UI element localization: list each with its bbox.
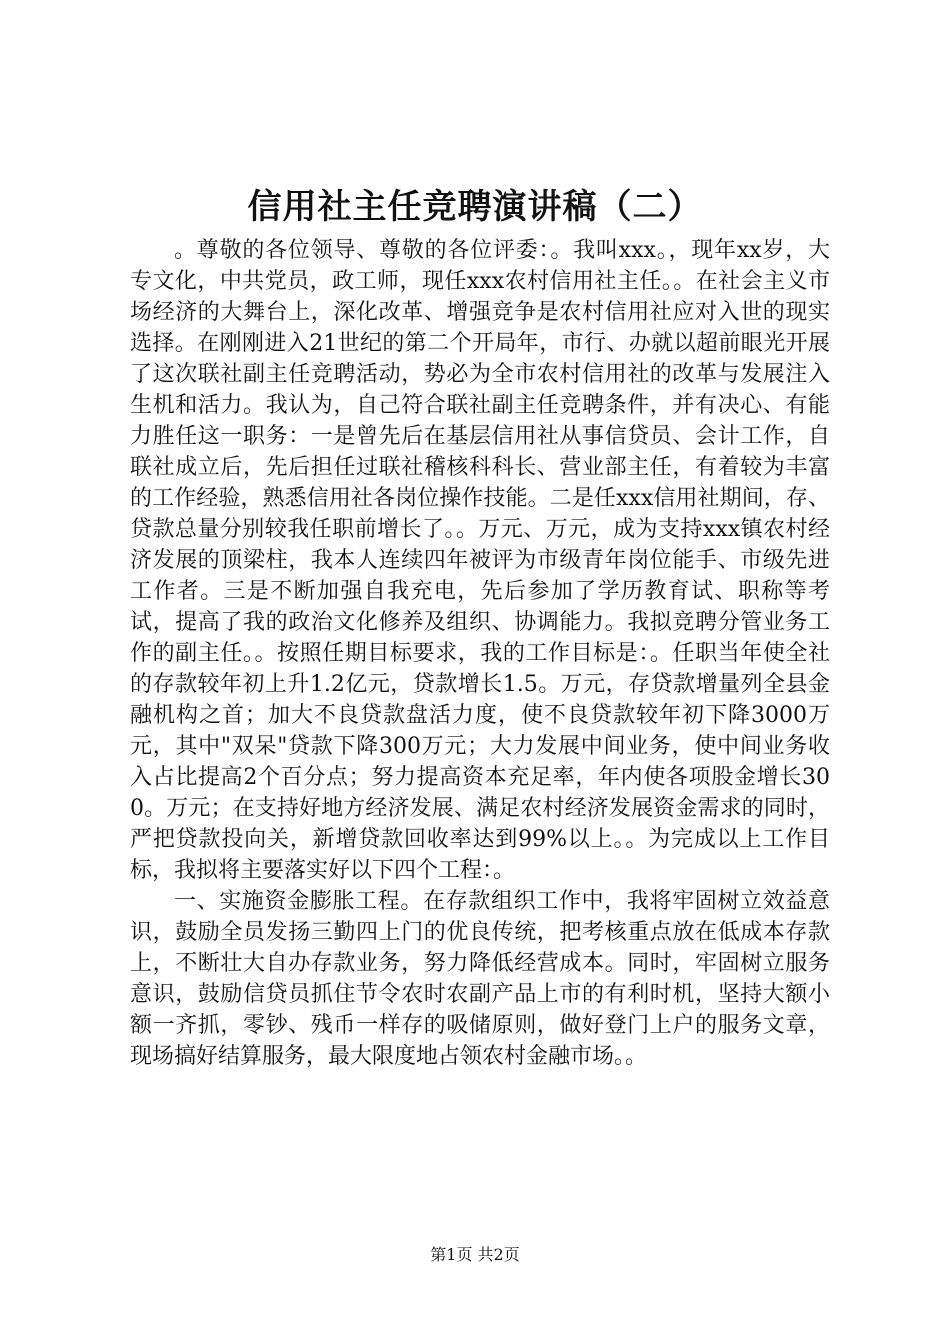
page-number-footer: 第1页 共2页 — [430, 1245, 520, 1264]
body-paragraph: 。尊敬的各位领导、尊敬的各位评委：。我叫xxx。，现年xx岁，大专文化，中共党员，政工师，现任xxx农村信用社主任。。在社会主义市场经济的大舞台上，深化改革、增强竞争是农村信用社应对入世的现实选择。在刚刚进入21世纪的第二个开局年，市行、办就以超前眼光开展了这次联社副主任竞聘活动，势必为全市农村信用社的改革与发展注入生机和活力。我认为，自己符合联社副主任竞聘条件，并有决心、有能力胜任这一职务：一是曾先后在基层信用社从事信贷员、会计工作，自联社成立后，先后担任过联社稽核科科长、营业部主任，有着较为丰富的工作经验，熟悉信用社各岗位操作技能。二是任xxx信用社期间，存、贷款总量分别较我任职前增长了。。万元、万元，成为支持xxx镇农村经济发展的顶梁柱，我本人连续四年被评为市级青年岗位能手、市级先进工作者。三是不断加强自我充电，先后参加了学历教育试、职称等考试，提高了我的政治文化修养及组织、协调能力。我拟竞聘分管业务工作的副主任。。按照任期目标要求，我的工作目标是：。任职当年使全社的存款较年初上升1.2亿元，贷款增长1.5。万元，存贷款增量列全县金融机构之首；加大不良贷款盘活力度，使不良贷款较年初下降3000万元，其中"双呆"贷款下降300万元；大力发展中间业务，使中间业务收入占比提高2个百分点；努力提高资本充足率，年内使各项股金增长300。万元；在支持好地方经济发展、满足农村经济发展资金需求的同时，严把贷款投向关，新增贷款回收率达到99%以上。。为完成以上工作目标，我拟将主要落实好以下四个工程：。 — [130, 238, 830, 883]
document-title: 信用社主任竞聘演讲稿（二） — [247, 187, 703, 227]
body-paragraph: 一、实施资金膨胀工程。在存款组织工作中，我将牢固树立效益意识，鼓励全员发扬三勤四上门的优良传统，把考核重点放在低成本存款上，不断壮大自办存款业务，努力降低经营成本。同时，牢固树立服务意识，鼓励信贷员抓住节令农时农副产品上市的有利时机，坚持大额小额一齐抓，零钞、残币一样存的吸储原则，做好登门上户的服务文章，现场搞好结算服务，最大限度地占领农村金融市场。。 — [130, 889, 830, 1069]
document-body — [130, 235, 830, 1072]
